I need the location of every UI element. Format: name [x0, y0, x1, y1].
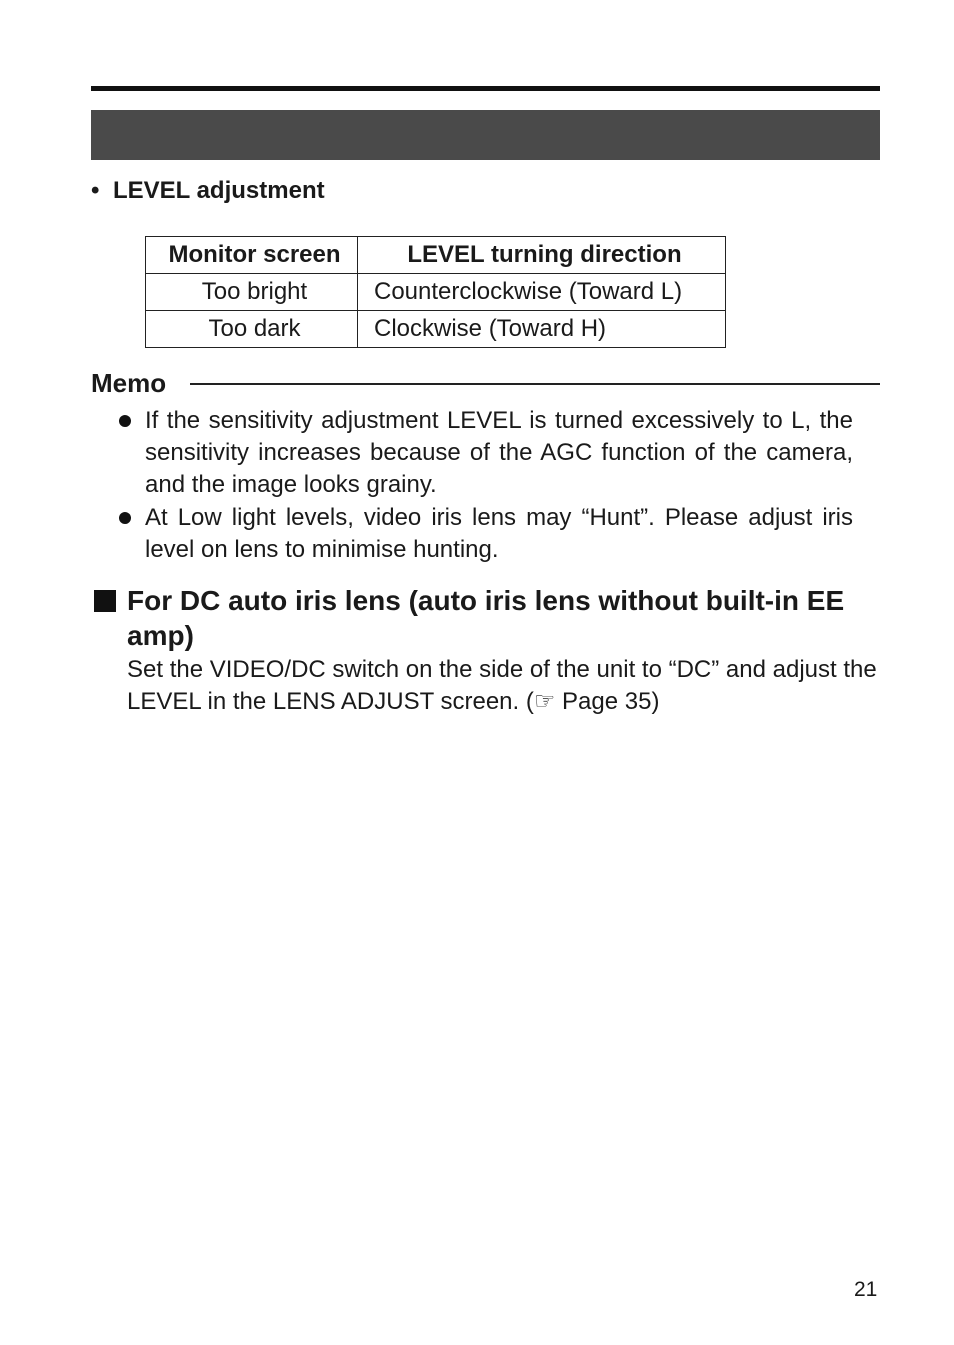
level-adjustment-title: LEVEL adjustment	[113, 177, 325, 204]
table-cell-turning-direction: Clockwise (Toward H)	[358, 311, 726, 348]
table-header-turning-direction: LEVEL turning direction	[358, 237, 726, 274]
black-dot-icon	[119, 415, 131, 427]
table-header-row	[146, 237, 726, 274]
table-header-monitor-screen: Monitor screen	[146, 237, 358, 274]
table-row	[146, 311, 726, 348]
black-square-icon	[94, 590, 116, 612]
table-cell-monitor-screen: Too dark	[146, 311, 358, 348]
memo-item-text: If the sensitivity adjustment LEVEL is turned excessively to L, the sensitivity increases because of the AGC function of the camera, and the image looks grainy.	[145, 407, 853, 498]
table-row	[146, 274, 726, 311]
memo-list	[118, 405, 853, 567]
list-item	[118, 502, 853, 566]
page-reference-link[interactable]: Page 35)	[555, 688, 660, 715]
level-adjustment-heading	[91, 176, 325, 206]
black-dot-icon	[119, 512, 131, 524]
memo-rule	[190, 383, 880, 385]
page-number: 21	[854, 1278, 878, 1301]
section-header-bar	[91, 110, 880, 160]
dc-section-body	[127, 654, 887, 718]
pointing-hand-icon: ☞	[533, 688, 556, 715]
bullet-icon: •	[91, 177, 100, 204]
dc-section-body-text: Set the VIDEO/DC switch on the side of the unit to “DC” and adjust the LEVEL in the LENS ADJUST screen. (	[127, 656, 877, 715]
dc-section-heading: For DC auto iris lens (auto iris lens without built-in EE amp)	[127, 585, 845, 651]
memo-item-text: At Low light levels, video iris lens may “Hunt”. Please adjust iris level on lens to minimise hunting.	[145, 504, 853, 563]
table-cell-monitor-screen: Too bright	[146, 274, 358, 311]
top-rule	[91, 86, 880, 91]
level-direction-table	[145, 236, 726, 348]
list-item	[118, 405, 853, 501]
memo-title: Memo	[91, 367, 178, 399]
table-cell-turning-direction: Counterclockwise (Toward L)	[358, 274, 726, 311]
